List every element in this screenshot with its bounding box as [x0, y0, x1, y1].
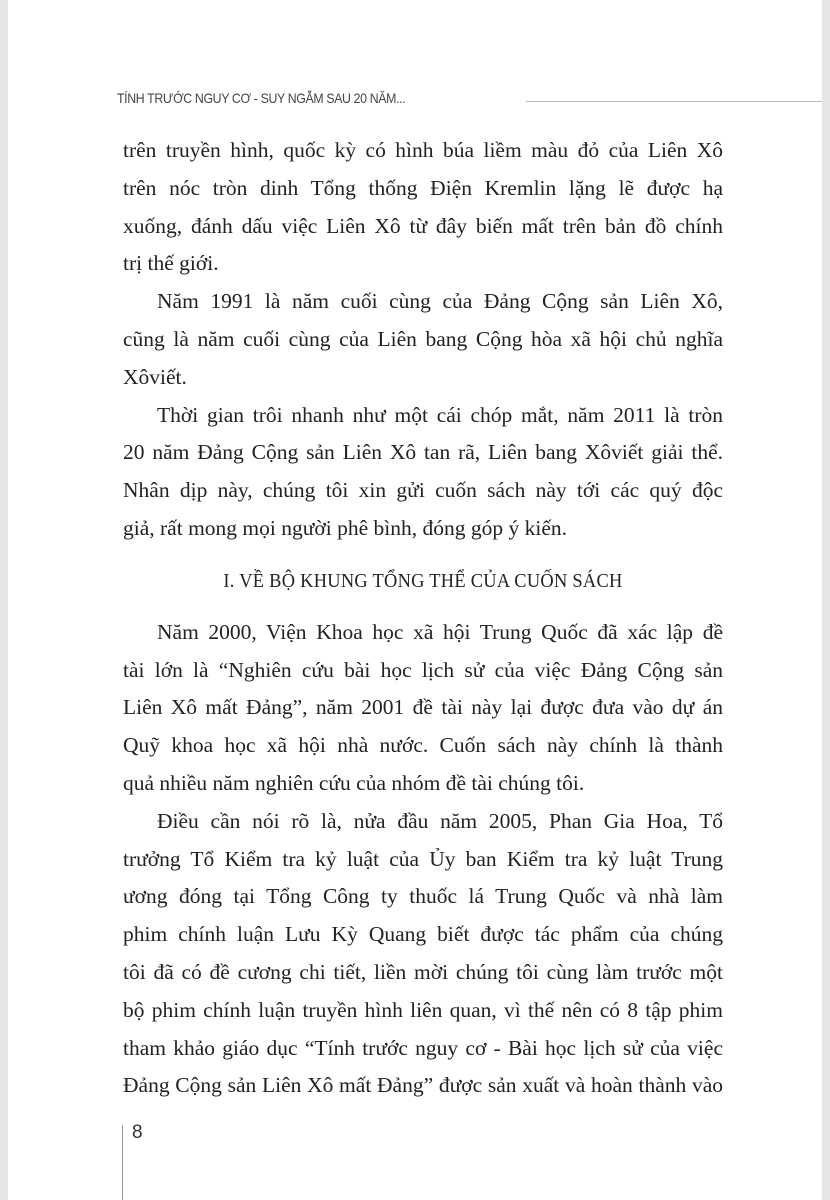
text-line: Đảng Cộng sản Liên Xô mất Đảng” được sản xuất và hoàn thành vào — [123, 1073, 723, 1098]
text-line: trên nóc tròn dinh Tổng thống Điện Kremlin lặng lẽ được hạ — [123, 175, 723, 200]
text-line: Liên Xô mất Đảng”, năm 2001 đề tài này lại được đưa vào dự án — [123, 695, 723, 720]
section-heading: I. VỀ BỘ KHUNG TỔNG THỂ CỦA CUỐN SÁCH — [223, 569, 623, 592]
text-line: trên truyền hình, quốc kỳ có hình búa liềm màu đỏ của Liên Xô — [123, 138, 723, 162]
text-line: phim chính luận Lưu Kỳ Quang biết được tác phẩm của chúng — [123, 922, 723, 947]
text-line: trưởng Tổ Kiểm tra kỷ luật của Ủy ban Kiểm tra kỷ luật Trung — [123, 846, 723, 871]
text-line: tôi đã có đề cương chi tiết, liền mời chúng tôi cùng làm trước một — [123, 959, 723, 984]
text-line: cũng là năm cuối cùng của Liên bang Cộng hòa xã hội chủ nghĩa — [123, 326, 723, 351]
folio-rule — [122, 1125, 123, 1200]
text-line: Năm 2000, Viện Khoa học xã hội Trung Quốc đã xác lập đề — [157, 619, 723, 644]
text-line: bộ phim chính luận truyền hình liên quan, vì thế nên có 8 tập phim — [123, 997, 723, 1022]
text-line: Thời gian trôi nhanh như một cái chóp mắt, năm 2011 là tròn — [157, 402, 723, 427]
text-line: Năm 1991 là năm cuối cùng của Đảng Cộng sản Liên Xô, — [157, 289, 723, 314]
page-number: 8 — [132, 1122, 143, 1143]
book-page — [8, 0, 822, 1200]
text-line: giả, rất mong mọi người phê bình, đóng góp ý kiến. — [123, 515, 568, 540]
text-line: xuống, đánh dấu việc Liên Xô từ đây biến mất trên bản đồ chính — [123, 213, 723, 238]
header-rule — [526, 101, 822, 102]
text-line: Nhân dịp này, chúng tôi xin gửi cuốn sách này tới các quý độc — [123, 478, 723, 503]
body-text — [123, 132, 723, 1105]
text-line: Điều cần nói rõ là, nửa đầu năm 2005, Phan Gia Hoa, Tổ — [157, 808, 723, 833]
text-line: quả nhiều năm nghiên cứu của nhóm đề tài chúng tôi. — [123, 770, 585, 795]
text-line: 20 năm Đảng Cộng sản Liên Xô tan rã, Liên bang Xôviết giải thể. — [123, 440, 723, 465]
text-line: tham khảo giáo dục “Tính trước nguy cơ - Bài học lịch sử của việc — [123, 1035, 723, 1060]
running-head: TÍNH TRƯỚC NGUY CƠ - SUY NGẪM SAU 20 NĂM... — [117, 90, 406, 106]
text-line: trị thế giới. — [123, 251, 219, 276]
text-line: Xôviết. — [123, 364, 187, 389]
text-line: ương đóng tại Tổng Công ty thuốc lá Trung Quốc và nhà làm — [123, 884, 723, 909]
text-line: tài lớn là “Nghiên cứu bài học lịch sử của việc Đảng Cộng sản — [123, 657, 723, 682]
text-line: Quỹ khoa học xã hội nhà nước. Cuốn sách này chính là thành — [123, 733, 723, 758]
